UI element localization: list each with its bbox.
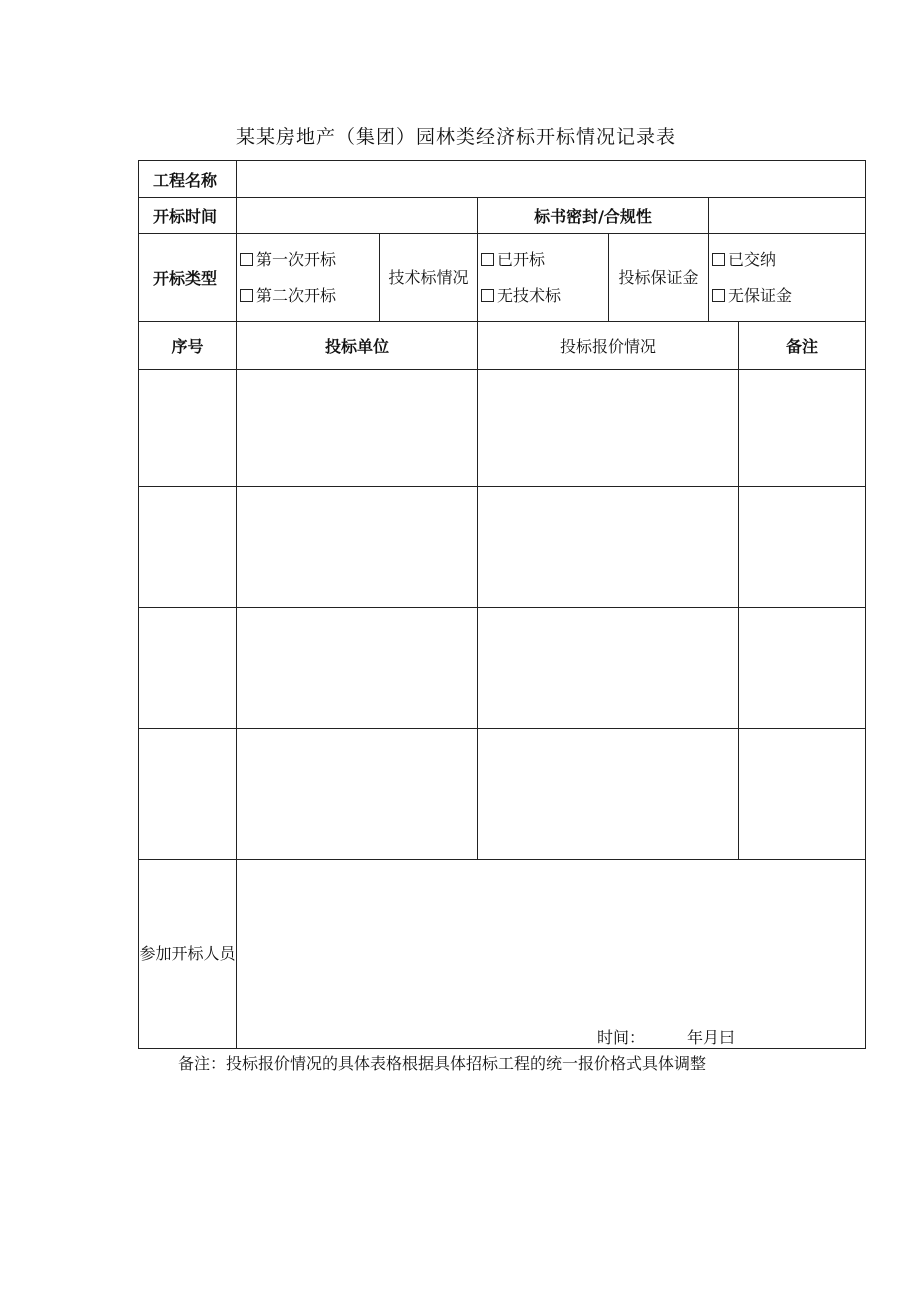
cell-remark[interactable] [739, 370, 866, 487]
cell-seq[interactable] [139, 729, 237, 860]
cell-seq[interactable] [139, 487, 237, 608]
tech-bid-label: 技术标情况 [380, 234, 478, 322]
cell-price[interactable] [478, 370, 739, 487]
option-second-opening[interactable]: 第二次开标 [237, 278, 379, 314]
checkbox[interactable] [481, 253, 494, 266]
option-no-tech-bid[interactable]: 无技术标 [478, 278, 608, 314]
checkbox[interactable] [240, 289, 253, 302]
option-deposit-paid[interactable]: 已交纳 [709, 242, 865, 278]
participants-label: 参加开标人员 [139, 944, 236, 963]
footnote: 备注：投标报价情况的具体表格根据具体招标工程的统一报价格式具体调整 [178, 1054, 707, 1073]
bid-opening-record-table [138, 160, 866, 1049]
time-label: 时间： [597, 1028, 646, 1047]
tech-bid-options [478, 234, 609, 322]
cell-seq[interactable] [139, 608, 237, 729]
checkbox[interactable] [481, 289, 494, 302]
participants-label-cell [139, 860, 237, 1049]
cell-bidder[interactable] [237, 370, 478, 487]
table-row [139, 370, 866, 487]
open-time-row [139, 198, 866, 234]
participants-row [139, 860, 866, 1049]
cell-seq[interactable] [139, 370, 237, 487]
date-suffix: 年月曰 [687, 1028, 736, 1047]
cell-remark[interactable] [739, 608, 866, 729]
project-name-row [139, 161, 866, 198]
seal-compliance-field[interactable] [709, 198, 866, 234]
checkbox[interactable] [712, 289, 725, 302]
cell-price[interactable] [478, 729, 739, 860]
open-type-label: 开标类型 [139, 234, 237, 322]
table-row [139, 487, 866, 608]
signature-date-line [597, 1025, 735, 1048]
table-row [139, 608, 866, 729]
cell-price[interactable] [478, 487, 739, 608]
page-title: 某某房地产（集团）园林类经济标开标情况记录表 [235, 126, 676, 148]
participants-field[interactable] [237, 860, 866, 1049]
cell-bidder[interactable] [237, 608, 478, 729]
column-header-seq: 序号 [139, 322, 237, 370]
table-header-row [139, 322, 866, 370]
checkbox[interactable] [240, 253, 253, 266]
table-row [139, 729, 866, 860]
cell-remark[interactable] [739, 729, 866, 860]
open-type-options [237, 234, 380, 322]
option-first-opening[interactable]: 第一次开标 [237, 242, 379, 278]
deposit-options [709, 234, 866, 322]
option-tech-opened[interactable]: 已开标 [478, 242, 608, 278]
option-no-deposit[interactable]: 无保证金 [709, 278, 865, 314]
cell-remark[interactable] [739, 487, 866, 608]
column-header-price: 投标报价情况 [478, 322, 739, 370]
checkbox[interactable] [712, 253, 725, 266]
deposit-label: 投标保证金 [609, 234, 709, 322]
project-name-field[interactable] [237, 161, 866, 198]
project-name-label: 工程名称 [139, 161, 237, 198]
open-time-label: 开标时间 [139, 198, 237, 234]
open-type-row [139, 234, 866, 322]
cell-bidder[interactable] [237, 729, 478, 860]
column-header-remark: 备注 [739, 322, 866, 370]
cell-price[interactable] [478, 608, 739, 729]
open-time-field[interactable] [237, 198, 478, 234]
cell-bidder[interactable] [237, 487, 478, 608]
column-header-bidder: 投标单位 [237, 322, 478, 370]
seal-compliance-label: 标书密封/合规性 [478, 198, 709, 234]
